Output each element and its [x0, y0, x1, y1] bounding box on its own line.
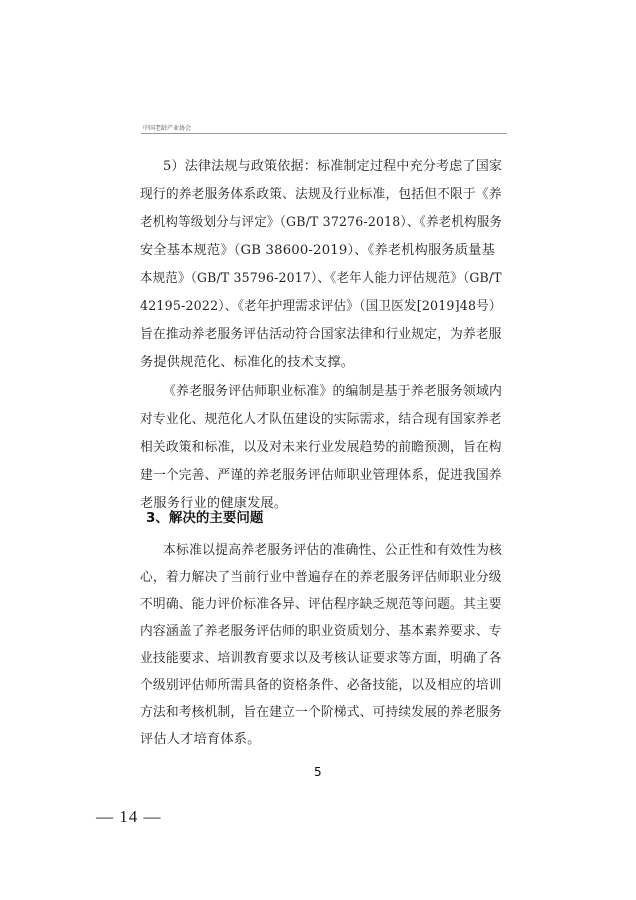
text-line: 5）法律法规与政策依据：标准制定过程中充分考虑了国家: [163, 159, 503, 174]
text-line: 旨在推动养老服务评估活动符合国家法律和行业规定，为养老服: [140, 327, 502, 342]
text-line: 现行的养老服务体系政策、法规及行业标准，包括但不限于《养: [140, 187, 502, 202]
header-rule: [141, 133, 507, 134]
text-line: 对专业化、规范化人才队伍建设的实际需求，结合现有国家养老: [140, 412, 502, 427]
section-heading: 3、解决的主要问题: [146, 510, 264, 526]
text-line: 内容涵盖了养老服务评估师的职业资质划分、基本素养要求、专: [140, 624, 502, 639]
footer-page-number: — 14 —: [96, 807, 162, 826]
text-line: 业技能要求、培训教育要求以及考核认证要求等方面，明确了各: [140, 651, 502, 666]
header-org: 中国老龄产业协会: [143, 125, 192, 132]
text-line: 安全基本规范》（GB 38600-2019）、《养老机构服务质量基: [140, 243, 495, 258]
text-line: 本规范》（GB/T 35796-2017）、《老年人能力评估规范》（GB/T: [140, 271, 502, 286]
text-line: 务提供规范化、标准化的技术支撑。: [140, 355, 355, 370]
text-line: 42195-2022）、《老年护理需求评估》（国卫医发[2019]48号）: [140, 299, 502, 314]
text-line: 本标准以提高养老服务评估的准确性、公正性和有效性为核: [163, 543, 503, 558]
text-line: 心，着力解决了当前行业中普遍存在的养老服务评估师职业分级: [140, 570, 502, 585]
text-line: 老服务行业的健康发展。: [140, 496, 288, 511]
text-line: 老机构等级划分与评定》（GB/T 37276-2018）、《养老机构服务: [140, 215, 503, 230]
text-line: 不明确、能力评价标准各异、评估程序缺乏规范等问题。其主要: [140, 597, 502, 612]
text-line: 相关政策和标准，以及对未来行业发展趋势的前瞻预测，旨在构: [140, 440, 502, 455]
text-line: 评估人才培育体系。: [140, 732, 261, 747]
text-line: 个级别评估师所需具备的资格条件、必备技能，以及相应的培训: [140, 678, 502, 693]
inner-page-number: 5: [314, 765, 322, 779]
text-line: 方法和考核机制，旨在建立一个阶梯式、可持续发展的养老服务: [140, 705, 502, 720]
text-line: 建一个完善、严谨的养老服务评估师职业管理体系，促进我国养: [140, 468, 502, 483]
text-line: 《养老服务评估师职业标准》的编制是基于养老服务领域内: [163, 384, 503, 399]
